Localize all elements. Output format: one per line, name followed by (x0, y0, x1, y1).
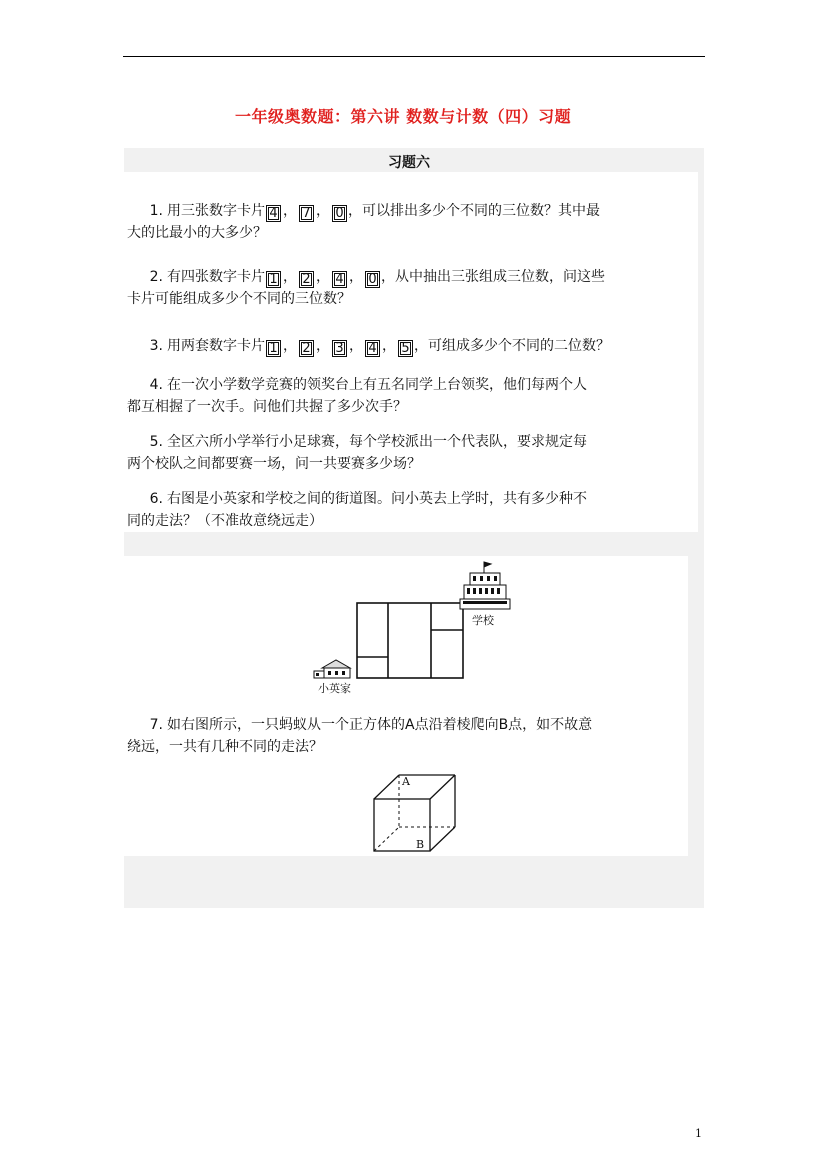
question-text-line2: 绕远，一共有几种不同的走法？ (127, 739, 323, 755)
question-text: ，从中抽出三张组成三位数，问这些 (381, 269, 605, 285)
question-text: 用两套数字卡片 (167, 338, 265, 354)
question-number: 5. (149, 434, 163, 450)
question-text-line2: 都互相握了一次手。问他们共握了多少次手？ (127, 399, 407, 415)
question-number: 1. (149, 203, 163, 219)
question-4 (127, 374, 697, 418)
question-number: 2. (149, 269, 163, 285)
question-2: 2. 有四张数字卡片 1 ， 2 ， 4 ， 0 ，从中抽出三张组成三位数，问这些 卡片可能组成多少个不同的三位数？ (127, 266, 697, 310)
vertex-b-label: B (416, 838, 425, 851)
question-text: ，可以排出多少个不同的三位数？其中最 (348, 203, 600, 219)
digit-card: 1 (266, 271, 281, 288)
question-text-line2: 大的比最小的大多少？ (127, 225, 267, 241)
digit-card: 2 (299, 271, 314, 288)
street-grid (357, 603, 463, 678)
digit-card: 7 (299, 205, 314, 222)
digit-card: 5 (398, 340, 413, 357)
digit-card: 4 (332, 271, 347, 288)
question-text-line2: 卡片可能组成多少个不同的三位数？ (127, 291, 351, 307)
house-icon (314, 660, 350, 678)
digit-card: 3 (332, 340, 347, 357)
digit-card: 1 (266, 340, 281, 357)
question-text: 有四张数字卡片 (167, 269, 265, 285)
street-map-figure (310, 560, 520, 700)
question-number: 7. (149, 717, 163, 733)
digit-card: 0 (365, 271, 380, 288)
question-1: 1. 用三张数字卡片 4 ， 7 ， 0 ，可以排出多少个不同的三位数？其中最 大的比最小的大多少？ (127, 200, 697, 244)
document-title: 一年级奥数题：第六讲 数数与计数（四）习题 (235, 107, 572, 126)
digit-card: 2 (299, 340, 314, 357)
vertex-a-label: A (402, 775, 410, 788)
header-rule (123, 56, 705, 57)
school-label: 学校 (472, 614, 494, 627)
question-5 (127, 431, 697, 475)
cube-edges (374, 775, 455, 851)
digit-card: 0 (332, 205, 347, 222)
section-title: 习题六 (388, 155, 430, 171)
question-text: 如右图所示，一只蚂蚁从一个正方体的A点沿着棱爬向B点，如不故意 (167, 717, 593, 733)
question-3: 3. 用两套数字卡片 1 ， 2 ， 3 ， 4 ， 5 ，可组成多少个不同的二位数？ (127, 335, 697, 357)
question-text: 在一次小学数学竞赛的领奖台上有五名同学上台领奖，他们每两个人 (167, 377, 587, 393)
question-6 (127, 488, 697, 532)
question-text: 全区六所小学举行小足球赛，每个学校派出一个代表队，要求规定每 (167, 434, 587, 450)
question-number: 4. (149, 377, 163, 393)
digit-card: 4 (266, 205, 281, 222)
question-text-line2: 同的走法？（不准故意绕远走） (127, 513, 323, 529)
question-text: 用三张数字卡片 (167, 203, 265, 219)
question-text: 右图是小英家和学校之间的街道图。问小英去上学时，共有多少种不 (167, 491, 587, 507)
home-label: 小英家 (318, 682, 351, 695)
page-number: 1 (695, 1127, 702, 1140)
question-number: 6. (149, 491, 163, 507)
digit-card: 4 (365, 340, 380, 357)
school-building-icon (460, 562, 510, 609)
question-text-line2: 两个校队之间都要赛一场，问一共要赛多少场？ (127, 456, 421, 472)
question-7 (127, 714, 697, 758)
question-number: 3. (149, 338, 163, 354)
question-text: ，可组成多少个不同的二位数？ (414, 338, 610, 354)
